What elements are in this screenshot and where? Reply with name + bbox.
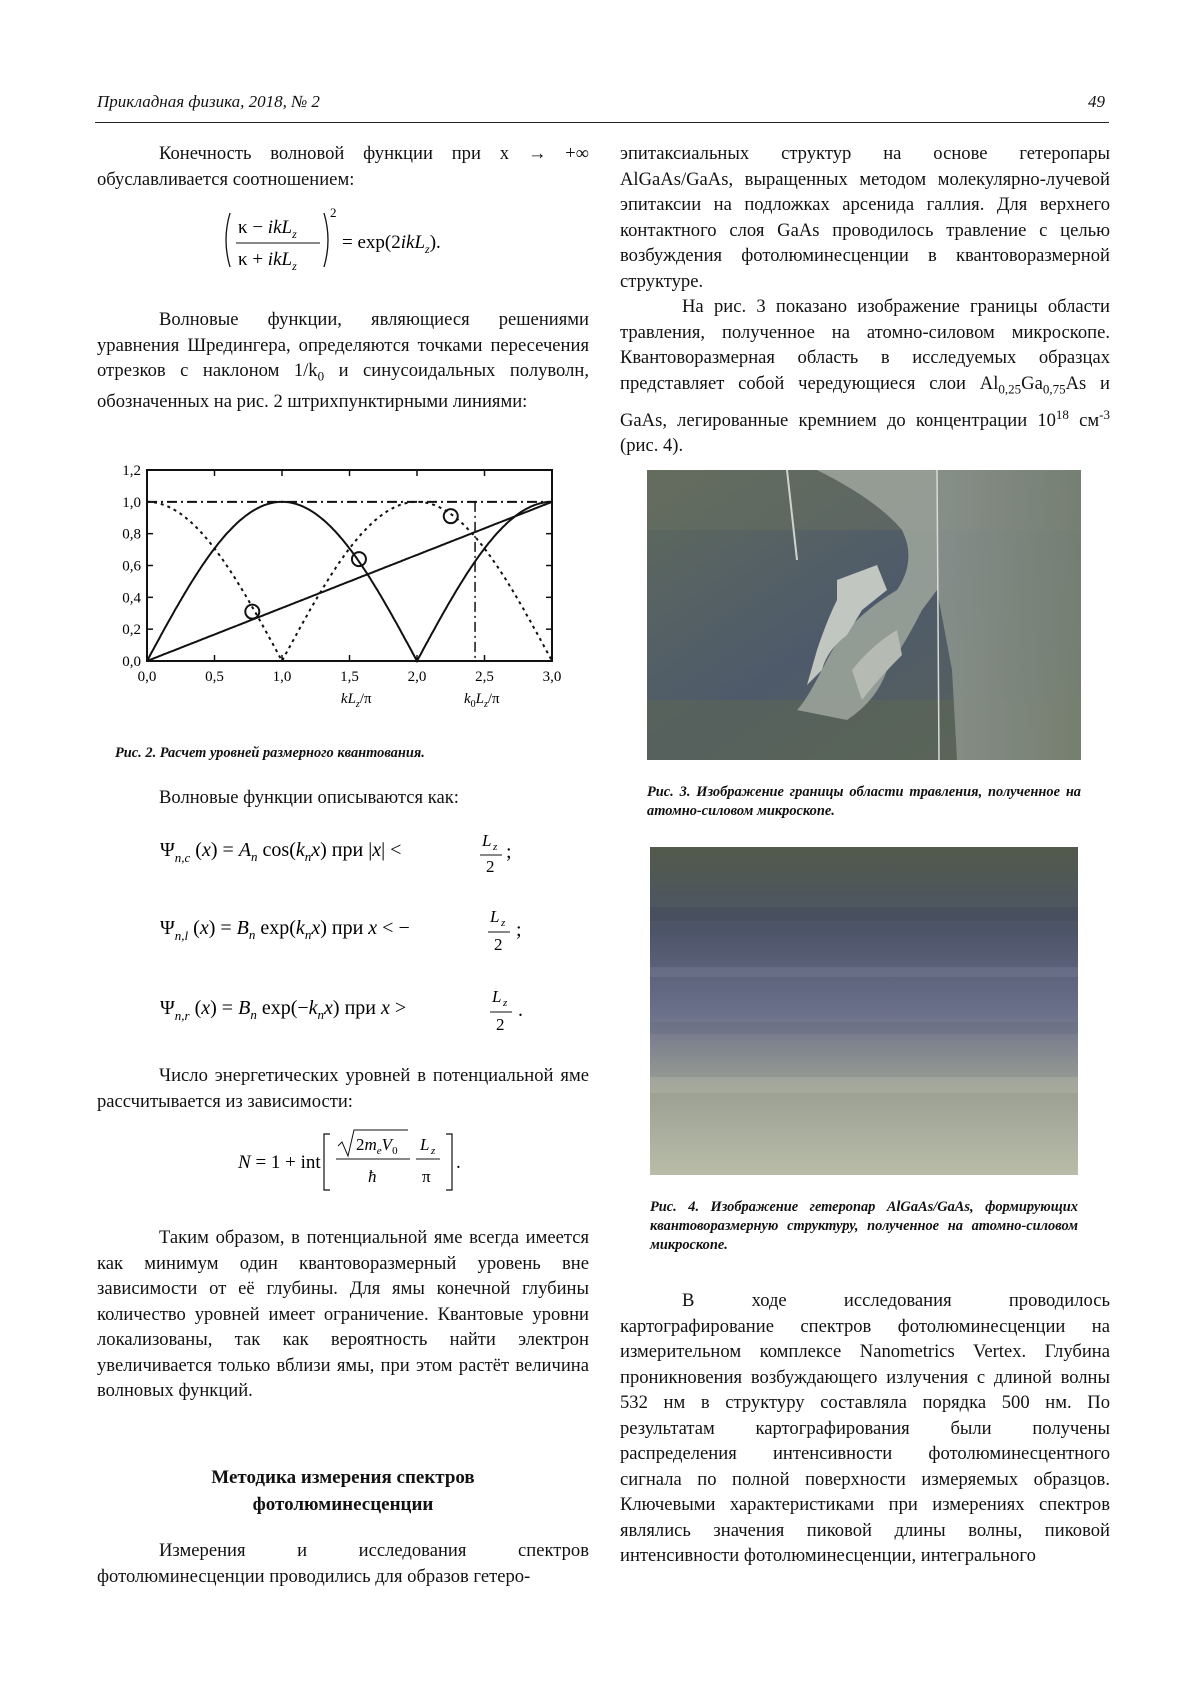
svg-text:2meV0: $2m_eV_0$ bbox=[356, 1135, 398, 1157]
y-tick-label: 0,8 bbox=[122, 526, 141, 543]
svg-text:L: L bbox=[482, 831, 492, 850]
svg-text:2: 2 bbox=[496, 1015, 505, 1034]
formula-levels-svg bbox=[238, 1126, 478, 1196]
x-tick-label: 0,5 bbox=[205, 669, 224, 685]
svg-text:z: z bbox=[501, 917, 506, 929]
left-paragraph-5: Таким образом, в потенциальной яме всегда имеется как минимум один квантоворазмерный уровень вне зависимости от её глубины. Для ямы конечной глубины количество уровней имеет ограничение. Квантовые уровни локализованы, так как вероятность найти электрон увеличивается только вблизи ямы, при этом растёт величина волновых функций. bbox=[97, 1227, 589, 1401]
figure-2-caption: Рис. 2. Расчет уровней размерного квантования. bbox=[115, 745, 425, 761]
y-tick-label: 1,0 bbox=[122, 494, 141, 511]
x-tick-label: 3,0 bbox=[542, 669, 562, 685]
svg-text:;: ; bbox=[506, 841, 512, 863]
x-axis-label-1: $kL_z/\pi$ bbox=[340, 691, 372, 710]
svg-text:2: 2 bbox=[486, 857, 495, 876]
svg-text:L: L bbox=[492, 987, 502, 1006]
wave-formulas-svg bbox=[160, 824, 560, 1044]
x-tick-label: 2,5 bbox=[475, 669, 494, 685]
header-rule bbox=[95, 122, 1109, 123]
y-tick-label: 0,4 bbox=[122, 590, 141, 607]
page-number: 49 bbox=[1088, 92, 1105, 111]
left-paragraph-3: Волновые функции описываются как: bbox=[159, 787, 459, 808]
svg-text:ħ: ħ bbox=[368, 1167, 377, 1186]
series-line bbox=[147, 502, 552, 661]
chart-svg bbox=[95, 462, 565, 722]
journal-header: Прикладная физика, 2018, № 2 bbox=[97, 92, 320, 111]
right-paragraph-3: В ходе исследования проводилось картографирование спектров фотолюминесценции на измерительном комплексе Nanometrics Vertex. Глубина проникновения возбуждающего излучения с длиной волны 532 нм в структуру составляла порядка 500 нм. По результатам картографирования были получены распределения интенсивности фотолюминесцентного сигнала по полной поверхности измеряемых образцов. Ключевыми характеристиками при измерениях спектров являлись значения пиковой длины волны, пиковой интенсивности фотолюминесценции, интегрального bbox=[620, 1290, 1110, 1566]
svg-text:z: z bbox=[503, 997, 508, 1009]
x-tick-label: 1,5 bbox=[340, 669, 359, 685]
figure-2-chart bbox=[95, 462, 565, 722]
svg-text:2: 2 bbox=[330, 205, 337, 220]
figure-4-caption: Рис. 4. Изображение гетеропар AlGaAs/GaAs, формирующих квантоворазмерную структуру, полученное на атомно-силовом микроскопе. bbox=[650, 1199, 1078, 1253]
left-paragraph-6: Измерения и исследования спектров фотолюминесценции проводились для образов гетеро- bbox=[97, 1540, 589, 1587]
left-paragraph-1: Конечность волновой функции при x → +∞ обуславливается соотношением: bbox=[97, 143, 589, 190]
svg-text:Ψn,l (x) = Bn exp(knx) при x: $\Psi_{n,l}$ $(x) = B_n$ $\exp(k_nx)$ при x < − bbox=[160, 917, 410, 943]
wave-function-formulas bbox=[160, 824, 560, 1044]
x-axis-label-2: $k_0L_z/\pi$ bbox=[463, 691, 500, 710]
svg-text:z: z bbox=[493, 841, 498, 853]
x-tick-label: 1,0 bbox=[272, 669, 292, 685]
y-tick-label: 0,0 bbox=[122, 654, 141, 670]
svg-text:.: . bbox=[456, 1152, 461, 1173]
figure-3-afm-image bbox=[647, 470, 1081, 760]
svg-text:Ψn,r (x) = Bn exp(−knx) при x: $\Psi_{n,r}$ $(x) = B_n$ $\exp(-k_nx)$ при x > bbox=[160, 997, 407, 1023]
formula-levels bbox=[238, 1126, 478, 1196]
intersection-marker bbox=[444, 509, 458, 523]
x-tick-label: 2,0 bbox=[407, 669, 427, 685]
svg-text:L: L bbox=[420, 1135, 430, 1154]
svg-text:= exp(2ikLz).: = exp(2ikL$_z$). bbox=[342, 232, 441, 256]
y-tick-label: 1,2 bbox=[122, 463, 141, 479]
svg-text:2: 2 bbox=[494, 935, 503, 954]
svg-text:L: L bbox=[490, 907, 500, 926]
svg-text:.: . bbox=[518, 999, 523, 1021]
svg-text:z: z bbox=[431, 1145, 436, 1157]
section-heading: Методика измерения спектров фотолюминесценции bbox=[211, 1467, 475, 1515]
afm-heterostructure-image bbox=[650, 847, 1078, 1175]
y-tick-label: 0,2 bbox=[122, 622, 141, 639]
formula-1-svg bbox=[220, 205, 500, 275]
svg-text:π: π bbox=[422, 1167, 431, 1186]
svg-text:κ − ikLz: κ − ikL$_z$ bbox=[238, 217, 297, 241]
plot-frame bbox=[147, 470, 552, 661]
intersection-marker bbox=[352, 552, 366, 566]
svg-text:Ψn,c (x) = An cos(knx) при |x: $\Psi_{n,c}$ $(x) = A_n$ $\cos(k_nx)$ при |x| < bbox=[160, 839, 402, 865]
svg-text:;: ; bbox=[516, 919, 522, 941]
formula-1 bbox=[220, 205, 500, 275]
figure-3-caption: Рис. 3. Изображение границы области травления, полученное на атомно-силовом микроскопе. bbox=[647, 784, 1081, 819]
svg-text:N = 1 + int: N = 1 + int bbox=[238, 1152, 321, 1173]
x-tick-label: 0,0 bbox=[137, 669, 157, 685]
y-tick-label: 0,6 bbox=[122, 558, 141, 575]
afm-etch-boundary-image bbox=[647, 470, 1081, 760]
svg-text:κ + ikLz: κ + ikL$_z$ bbox=[238, 249, 297, 273]
figure-4-afm-image bbox=[650, 847, 1078, 1175]
right-paragraph-1: эпитаксиальных структур на основе гетеропары AlGaAs/GaAs, выращенных методом молекулярно-лучевой эпитаксии на подложках арсенида галлия. Для верхнего контактного слоя GaAs проводилось травление с целью возбуждения фотолюминесценции в квантоворазмерной структуре. На рис. 3 показано изображение границы области травления, полученное на атомно-силовом микроскопе. Квантоворазмерная область в исследуемых образцах представляет собой чередующиеся слои $Al_{0,25}Ga_{0,75}As$ и GaAs, легированные кремнием до концентрации $10^{18}$ $см^{-3}$ (рис. 4). bbox=[620, 143, 1111, 457]
left-paragraph-4: Число энергетических уровней в потенциальной яме рассчитывается из зависимости: bbox=[97, 1065, 589, 1112]
left-paragraph-2: Волновые функции, являющиеся решениями уравнения Шредингера, определяются точками пересечения отрезков с наклоном $1/k_0$ и синусоидальных полуволн, обозначенных на рис. 2 штрихпунктирными линиями: bbox=[97, 309, 589, 413]
